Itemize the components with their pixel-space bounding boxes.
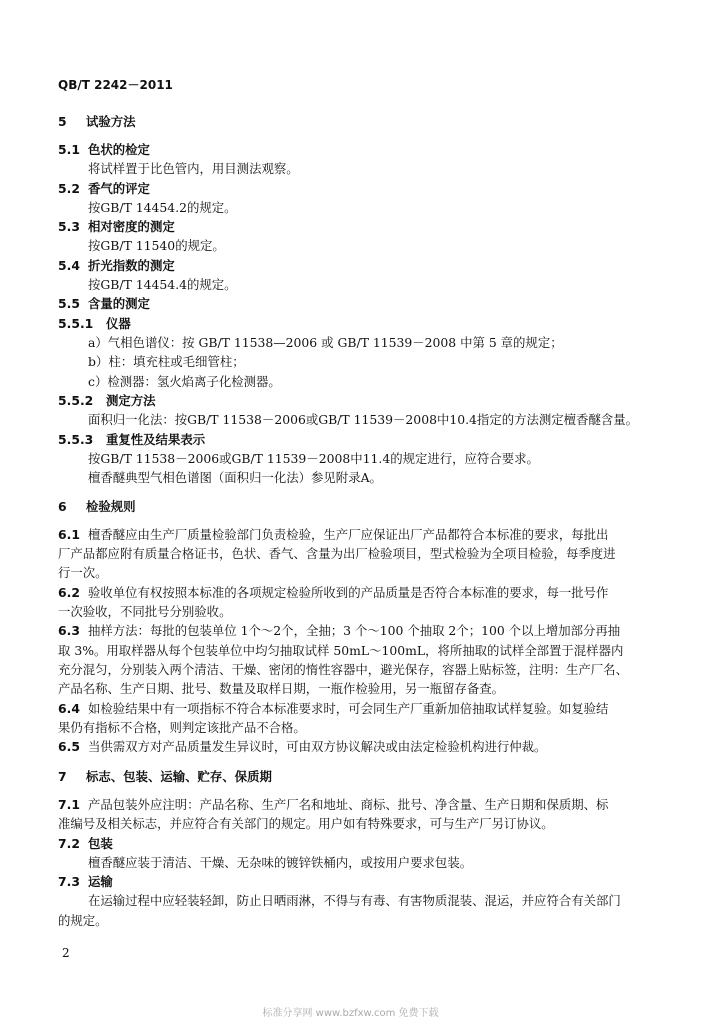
- section-5-5-3-text-2: 檀香醚典型气相色谱图（面积归一化法）参见附录A。: [88, 470, 382, 485]
- section-5-4-text: 按GB/T 14454.4的规定。: [88, 277, 237, 292]
- section-5-2-text: 按GB/T 14454.2的规定。: [88, 200, 237, 215]
- section-7-2-heading: 7.2 包装: [58, 836, 113, 851]
- paragraph-6-3-line-3: 充分混匀，分别装入两个清洁、干燥、密闭的惰性容器中，避光保存，容器上贴标签，注明：生产厂名、: [58, 662, 628, 677]
- section-5-5-2-heading: 5.5.2 测定方法: [58, 393, 156, 408]
- section-5-3-heading: 5.3 相对密度的测定: [58, 219, 175, 234]
- paragraph-6-5-line-1: 6.5 当供需双方对产品质量发生异议时，可由双方协议解决或由法定检验机构进行仲裁。: [58, 739, 547, 754]
- page-number: 2: [62, 946, 70, 960]
- standard-code: QB/T 2242－2011: [58, 78, 173, 92]
- section-6-heading: 6 检验规则: [58, 499, 136, 514]
- paragraph-6-1-line-2: 厂产品都应附有质量合格证书，色状、香气、含量为出厂检验项目，型式检验为全项目检验，每季度进: [58, 546, 616, 561]
- section-5-1-text: 将试样置于比色管内，用目测法观察。: [88, 161, 299, 176]
- paragraph-6-1-line-3: 行一次。: [58, 565, 108, 580]
- section-5-5-3-text-1: 按GB/T 11538－2006或GB/T 11539－2008中11.4的规定进行，应符合要求。: [88, 451, 539, 466]
- section-5-5-3-heading: 5.5.3 重复性及结果表示: [58, 432, 206, 447]
- paragraph-6-2-line-1: 6.2 验收单位有权按照本标准的各项规定检验所收到的产品质量是否符合本标准的要求，每一批号作: [58, 585, 609, 600]
- section-5-5-2-text: 面积归一化法：按GB/T 11538－2006或GB/T 11539－2008中10.4指定的方法测定檀香醚含量。: [88, 412, 639, 427]
- paragraph-6-4-line-2: 果仍有指标不合格，则判定该批产品不合格。: [58, 720, 306, 735]
- footer-watermark: 标准分享网 www.bzfxw.com 免费下载: [262, 1008, 439, 1019]
- paragraph-6-3-line-1: 6.3 抽样方法：每批的包装单位 1个～2个，全抽；3 个～100 个抽取 2个；100 个以上增加部分再抽: [58, 623, 621, 638]
- paragraph-6-4-line-1: 6.4 如检验结果中有一项指标不符合本标准要求时，可会同生产厂重新加倍抽取试样复验。如复验结: [58, 701, 609, 716]
- paragraph-6-3-line-4: 产品名称、生产日期、批号、数量及取样日期，一瓶作检验用，另一瓶留存备查。: [58, 681, 505, 696]
- section-5-4-heading: 5.4 折光指数的测定: [58, 258, 175, 273]
- paragraph-6-3-line-2: 取 3%。用取样器从每个包装单位中均匀抽取试样 50mL～100mL，将所抽取的试样全部置于混样器内: [58, 643, 624, 658]
- section-5-heading: 5 试验方法: [58, 114, 136, 129]
- section-7-2-text: 檀香醚应装于清洁、干燥、无杂味的镀锌铁桶内，或按用户要求包装。: [88, 855, 473, 870]
- section-5-5-heading: 5.5 含量的测定: [58, 296, 150, 311]
- section-7-heading: 7 标志、包装、运输、贮存、保质期: [58, 769, 272, 784]
- section-5-1-heading: 5.1 色状的检定: [58, 142, 150, 157]
- paragraph-7-1-line-2: 准编号及相关标志，并应符合有关部门的规定。用户如有特殊要求，可与生产厂另订协议。: [58, 816, 554, 831]
- section-7-3-line-1: 在运输过程中应轻装轻卸，防止日晒雨淋，不得与有毒、有害物质混装、混运，并应符合有关部门: [88, 893, 621, 908]
- paragraph-7-1-line-1: 7.1 产品包装外应注明：产品名称、生产厂名和地址、商标、批号、净含量、生产日期和保质期、标: [58, 797, 609, 812]
- list-item: c）检测器：氢火焰离子化检测器。: [88, 374, 281, 389]
- section-7-3-line-2: 的规定。: [58, 913, 108, 928]
- section-7-3-heading: 7.3 运输: [58, 874, 113, 889]
- section-5-5-1-heading: 5.5.1 仪器: [58, 316, 131, 331]
- list-item: b）柱：填充柱或毛细管柱；: [88, 354, 245, 369]
- section-5-2-heading: 5.2 香气的评定: [58, 181, 150, 196]
- paragraph-6-2-line-2: 一次验收，不同批号分别验收。: [58, 604, 232, 619]
- section-5-3-text: 按GB/T 11540的规定。: [88, 238, 225, 253]
- list-item: a）气相色谱仪：按 GB/T 11538—2006 或 GB/T 11539－2008 中第 5 章的规定；: [88, 335, 563, 350]
- paragraph-6-1-line-1: 6.1 檀香醚应由生产厂质量检验部门负责检验，生产厂应保证出厂产品都符合本标准的要求，每批出: [58, 527, 609, 542]
